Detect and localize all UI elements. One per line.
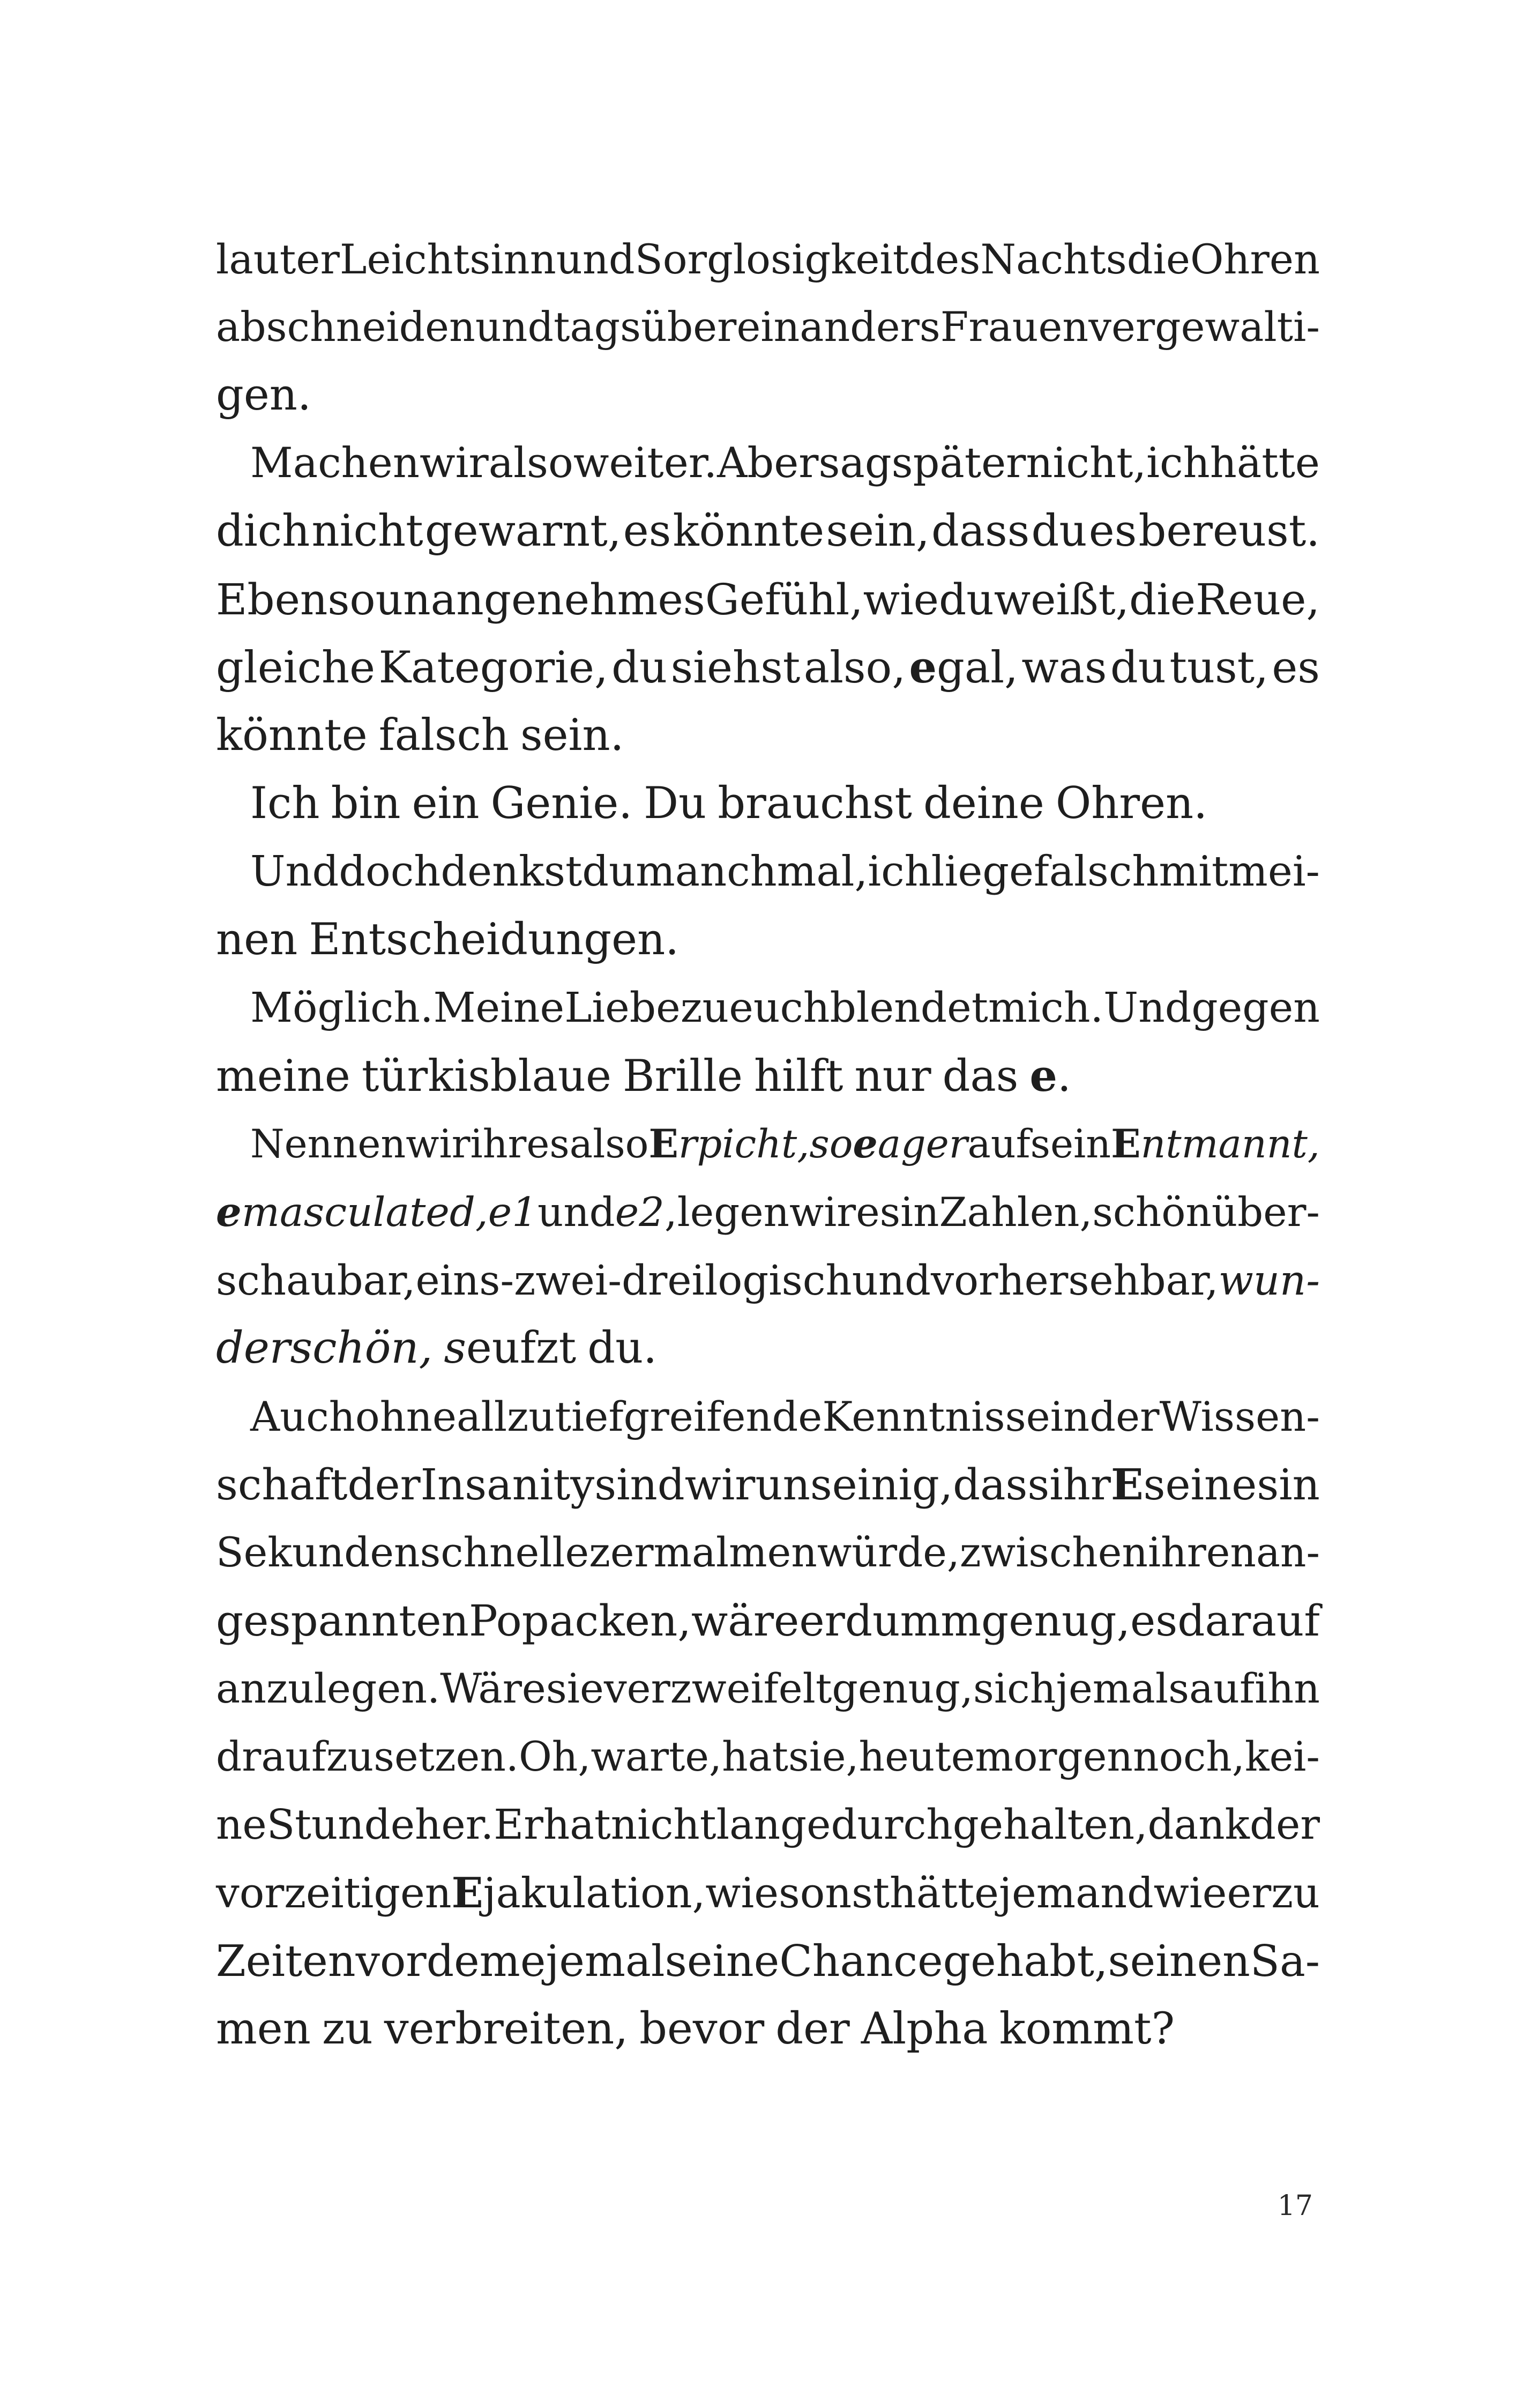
word: zu xyxy=(322,2004,373,2054)
word: Sekundenschnelle xyxy=(216,1529,589,1576)
word: könnte xyxy=(673,506,825,556)
word: tagsüber xyxy=(554,303,737,351)
word: Er xyxy=(494,1801,543,1849)
word: Entscheidungen. xyxy=(309,915,680,965)
word xyxy=(444,1314,576,1383)
word xyxy=(909,634,1018,702)
word: du xyxy=(611,643,668,693)
word xyxy=(216,1178,488,1246)
word-part: e xyxy=(1029,1051,1057,1102)
word: allzu xyxy=(456,1393,555,1440)
word: du xyxy=(939,575,994,625)
word: ich xyxy=(868,848,931,896)
word-part: ntmannt, xyxy=(1140,1121,1320,1167)
word: lauter xyxy=(216,235,340,283)
word: Liebe xyxy=(564,984,681,1032)
word: wie xyxy=(863,575,939,625)
word: Sorglosigkeit xyxy=(634,235,909,283)
word: die xyxy=(1126,235,1190,283)
word: sind xyxy=(594,1460,685,1510)
word: dich xyxy=(216,506,310,556)
word: Gefühl, xyxy=(705,575,863,625)
word: Frauen xyxy=(940,303,1089,351)
word: zu xyxy=(680,984,729,1032)
word: weißt, xyxy=(994,575,1130,625)
word: nen xyxy=(216,915,298,965)
word: jemals xyxy=(546,1936,687,1986)
word: Chance xyxy=(779,1936,943,1986)
word: ihren xyxy=(1148,1529,1256,1576)
word: noch, xyxy=(1133,1733,1245,1780)
word: dass xyxy=(953,1460,1050,1510)
word: Popacken, xyxy=(469,1596,691,1646)
word: liege xyxy=(931,848,1034,896)
word: Du xyxy=(644,778,707,829)
word: mei- xyxy=(1228,848,1320,896)
word-part: jakulation, xyxy=(483,1869,706,1918)
word: wun- xyxy=(1218,1257,1320,1304)
word-part: e xyxy=(216,1188,242,1236)
word: ein xyxy=(412,778,480,829)
word: Nachts xyxy=(980,235,1127,283)
word: eine xyxy=(686,1936,780,1986)
word-part: , xyxy=(664,1188,677,1236)
text-line xyxy=(216,634,1320,702)
text-line xyxy=(216,838,1320,906)
word: gleiche xyxy=(216,643,376,693)
word: verzweifelt xyxy=(603,1665,832,1712)
text-line xyxy=(216,1995,1320,2063)
word: gegen xyxy=(1191,984,1320,1032)
word-part: eufzt xyxy=(466,1323,577,1373)
text-line xyxy=(216,1655,1320,1723)
word: würde, xyxy=(817,1529,960,1576)
word: er xyxy=(1227,1869,1272,1918)
word: seines xyxy=(1143,1460,1279,1510)
word: also xyxy=(488,439,573,487)
text-line xyxy=(216,1859,1320,1927)
word: das xyxy=(942,1051,1019,1102)
word: bin xyxy=(331,778,401,829)
word: ihn xyxy=(1255,1665,1320,1712)
word: sie, xyxy=(788,1733,859,1780)
word: der xyxy=(1089,1393,1160,1440)
word: mit xyxy=(1159,848,1229,896)
word: lange xyxy=(716,1801,831,1849)
word: Und xyxy=(250,848,339,896)
word: Genie. xyxy=(490,778,633,829)
word: Machen xyxy=(250,439,420,487)
word: gewarnt, xyxy=(424,506,622,556)
word: könnte xyxy=(216,710,368,761)
word xyxy=(853,1110,968,1178)
word: her. xyxy=(415,1801,494,1849)
word: gespannten xyxy=(216,1596,469,1646)
word-part: gal, xyxy=(937,643,1018,693)
word: Kenntnisse xyxy=(822,1393,1050,1440)
word-part: ager xyxy=(877,1121,968,1167)
word-part: e xyxy=(853,1121,878,1167)
word-part: rpicht, xyxy=(678,1121,810,1167)
word: sie xyxy=(546,1665,604,1712)
word: es xyxy=(623,506,671,556)
text-line xyxy=(216,1383,1320,1451)
word: schön xyxy=(1092,1188,1212,1236)
word: vergewalti- xyxy=(1088,303,1320,351)
text-line xyxy=(216,361,1320,429)
word: sag xyxy=(818,439,892,487)
word: ohne xyxy=(355,1393,457,1440)
word: dumm xyxy=(845,1596,982,1646)
word: später xyxy=(891,439,1026,487)
word: wir xyxy=(406,1121,471,1167)
word: weiter. xyxy=(573,439,718,487)
word: ne xyxy=(216,1801,267,1849)
word: und xyxy=(852,1257,931,1304)
word: Oh, xyxy=(518,1733,591,1780)
word: so xyxy=(809,1121,853,1167)
word: es xyxy=(1272,643,1320,693)
word: brauchst xyxy=(718,778,912,829)
word: blendet xyxy=(830,984,988,1032)
word: morgen xyxy=(975,1733,1133,1780)
word: Möglich. xyxy=(250,984,434,1032)
word-part: E xyxy=(451,1869,483,1918)
word: durchgehalten, xyxy=(831,1801,1148,1849)
word-part: e xyxy=(909,642,937,693)
word: darauf xyxy=(1177,1596,1320,1646)
text-line xyxy=(216,566,1320,634)
word: derschön, xyxy=(216,1323,433,1373)
word: in xyxy=(1279,1460,1320,1510)
word: was xyxy=(1021,643,1107,693)
word-part: s xyxy=(444,1323,466,1373)
word: kommt? xyxy=(999,2004,1175,2054)
word: es xyxy=(856,1188,901,1236)
word: legen xyxy=(677,1188,789,1236)
word: zu xyxy=(1271,1869,1320,1918)
word: vorhersehbar, xyxy=(931,1257,1219,1304)
word: uns xyxy=(755,1460,832,1510)
text-line xyxy=(216,1246,1320,1314)
word: einanders xyxy=(736,303,940,351)
word: meine xyxy=(216,1051,350,1102)
word: hätte xyxy=(890,1869,999,1918)
text-line xyxy=(216,702,1320,770)
word: men xyxy=(216,2004,311,2054)
word: Meine xyxy=(433,984,565,1032)
word: auf xyxy=(1189,1665,1255,1712)
word: Zahlen, xyxy=(939,1188,1093,1236)
word-part: masculated, xyxy=(241,1188,488,1236)
word: verbreiten, xyxy=(384,2004,629,2054)
word xyxy=(452,1859,706,1928)
word: und xyxy=(556,235,635,283)
word-part: E xyxy=(648,1121,678,1167)
word: es xyxy=(1130,1596,1178,1646)
word: die xyxy=(1129,575,1196,625)
word: und xyxy=(537,1188,615,1236)
word: sich xyxy=(973,1665,1056,1712)
word: anzulegen. xyxy=(216,1665,441,1712)
word: schaubar, xyxy=(216,1257,416,1304)
word: wir xyxy=(789,1188,856,1236)
word: zermalmen xyxy=(589,1529,817,1576)
word: Leichtsinn xyxy=(339,235,556,283)
word: dem xyxy=(426,1936,520,1986)
word: abschneiden xyxy=(216,303,475,351)
word: Aber xyxy=(717,439,819,487)
word: in xyxy=(1050,1393,1090,1440)
word: Auch xyxy=(250,1393,355,1440)
word: zwischen xyxy=(959,1529,1148,1576)
word: jemand xyxy=(998,1869,1154,1918)
word: bereust. xyxy=(1138,506,1320,556)
word: in xyxy=(900,1188,939,1236)
word: hätte xyxy=(1210,439,1320,487)
word: draufzusetzen. xyxy=(216,1733,519,1780)
word: ihr xyxy=(1049,1460,1111,1510)
word: vorzeitigen xyxy=(216,1869,452,1918)
word: vor xyxy=(355,1936,427,1986)
word: Wäre xyxy=(440,1665,546,1712)
word: Kategorie, xyxy=(378,643,608,693)
text-line xyxy=(216,770,1320,838)
word: bevor xyxy=(639,2004,765,2054)
word: dank xyxy=(1147,1801,1250,1849)
word: Reue, xyxy=(1196,575,1320,625)
body-text xyxy=(216,225,1320,2063)
word: Stunde xyxy=(266,1801,415,1849)
word: auf xyxy=(967,1121,1031,1167)
word: Nennen xyxy=(250,1121,406,1167)
text-line xyxy=(216,429,1320,497)
word: doch xyxy=(339,848,441,896)
word: unangenehmes xyxy=(375,575,705,625)
word: dass xyxy=(931,506,1030,556)
word: Sa- xyxy=(1250,1936,1320,1986)
word: siehst xyxy=(670,643,801,693)
page-number: 17 xyxy=(1277,2190,1313,2222)
word: türkisblaue xyxy=(361,1051,611,1102)
word: tust, xyxy=(1169,643,1268,693)
word: also, xyxy=(803,643,906,693)
word: sein, xyxy=(826,506,930,556)
word: falsch xyxy=(1034,848,1159,896)
word: du xyxy=(1110,643,1166,693)
word: seinen xyxy=(1108,1936,1250,1986)
word: genug, xyxy=(981,1596,1130,1646)
word: e xyxy=(520,1936,546,1986)
word: jemals xyxy=(1056,1665,1189,1712)
word: hilft xyxy=(753,1051,843,1102)
word: nur xyxy=(854,1051,931,1102)
text-line xyxy=(216,225,1320,293)
word: warte, xyxy=(591,1733,722,1780)
word: wie xyxy=(705,1869,779,1918)
word: wie xyxy=(1153,1869,1227,1918)
word: und xyxy=(475,303,554,351)
text-line xyxy=(216,1042,1320,1110)
word: Ohren xyxy=(1190,235,1320,283)
word: gehabt, xyxy=(943,1936,1108,1986)
word: Ebenso xyxy=(216,575,376,625)
word: logisch xyxy=(705,1257,852,1304)
word-part: E xyxy=(1111,1121,1141,1167)
text-line xyxy=(216,497,1320,566)
word: du xyxy=(582,848,636,896)
word: du xyxy=(1031,506,1087,556)
word: er xyxy=(799,1596,845,1646)
word: falsch xyxy=(378,710,509,761)
word: sonst xyxy=(779,1869,890,1918)
word xyxy=(648,1110,809,1178)
word: schaft xyxy=(216,1460,348,1510)
word: tiefgreifende xyxy=(555,1393,823,1440)
word: E xyxy=(1110,1459,1144,1510)
word: mich. xyxy=(988,984,1104,1032)
text-line xyxy=(216,1314,1320,1383)
word: wir xyxy=(684,1460,756,1510)
word: Ich xyxy=(250,778,320,829)
word: manchmal, xyxy=(636,848,868,896)
word: Zeiten xyxy=(216,1936,356,1986)
word: Alpha xyxy=(861,2004,988,2054)
text-line xyxy=(216,1451,1320,1519)
word: also xyxy=(569,1121,649,1167)
word: der xyxy=(347,1460,421,1510)
word: genug, xyxy=(832,1665,973,1712)
text-line xyxy=(216,974,1320,1042)
word: denkst xyxy=(441,848,583,896)
word: ihres xyxy=(470,1121,570,1167)
text-line xyxy=(216,1110,1320,1178)
word: des xyxy=(909,235,981,283)
text-line xyxy=(216,293,1320,361)
word: Brille xyxy=(623,1051,743,1102)
word xyxy=(615,1178,677,1246)
word: du. xyxy=(587,1323,658,1373)
word xyxy=(1029,1042,1071,1111)
word: Und xyxy=(1103,984,1192,1032)
text-line xyxy=(216,1178,1320,1246)
word-part: . xyxy=(1057,1051,1071,1102)
word: Wissen- xyxy=(1159,1393,1320,1440)
word: hat xyxy=(543,1801,611,1849)
word: nicht xyxy=(311,506,423,556)
word-part: e2 xyxy=(615,1188,665,1236)
word: einig, xyxy=(832,1460,953,1510)
word: ich xyxy=(1146,439,1210,487)
word: an- xyxy=(1256,1529,1320,1576)
word: Ohren. xyxy=(1055,778,1207,829)
word: der xyxy=(1249,1801,1320,1849)
text-line xyxy=(216,1519,1320,1587)
word: Insanity xyxy=(420,1460,595,1510)
word: wäre xyxy=(691,1596,800,1646)
word: eins-zwei-drei xyxy=(415,1257,705,1304)
word: deine xyxy=(923,778,1044,829)
word: über- xyxy=(1211,1188,1320,1236)
word: nicht, xyxy=(1026,439,1147,487)
word: heute xyxy=(858,1733,975,1780)
text-line xyxy=(216,1723,1320,1791)
word xyxy=(1111,1110,1320,1178)
word: sein xyxy=(1030,1121,1111,1167)
word: hat xyxy=(722,1733,788,1780)
text-line xyxy=(216,1791,1320,1859)
word: sein. xyxy=(520,710,624,761)
word: nicht xyxy=(610,1801,716,1849)
word: wir xyxy=(420,439,489,487)
word: der xyxy=(775,2004,850,2054)
text-line xyxy=(216,1927,1320,1995)
text-line xyxy=(216,1587,1320,1655)
word: euch xyxy=(729,984,830,1032)
word: es xyxy=(1088,506,1137,556)
word: kei- xyxy=(1244,1733,1320,1780)
word: e1 xyxy=(488,1188,537,1236)
word: gen. xyxy=(216,370,311,420)
text-line xyxy=(216,906,1320,974)
